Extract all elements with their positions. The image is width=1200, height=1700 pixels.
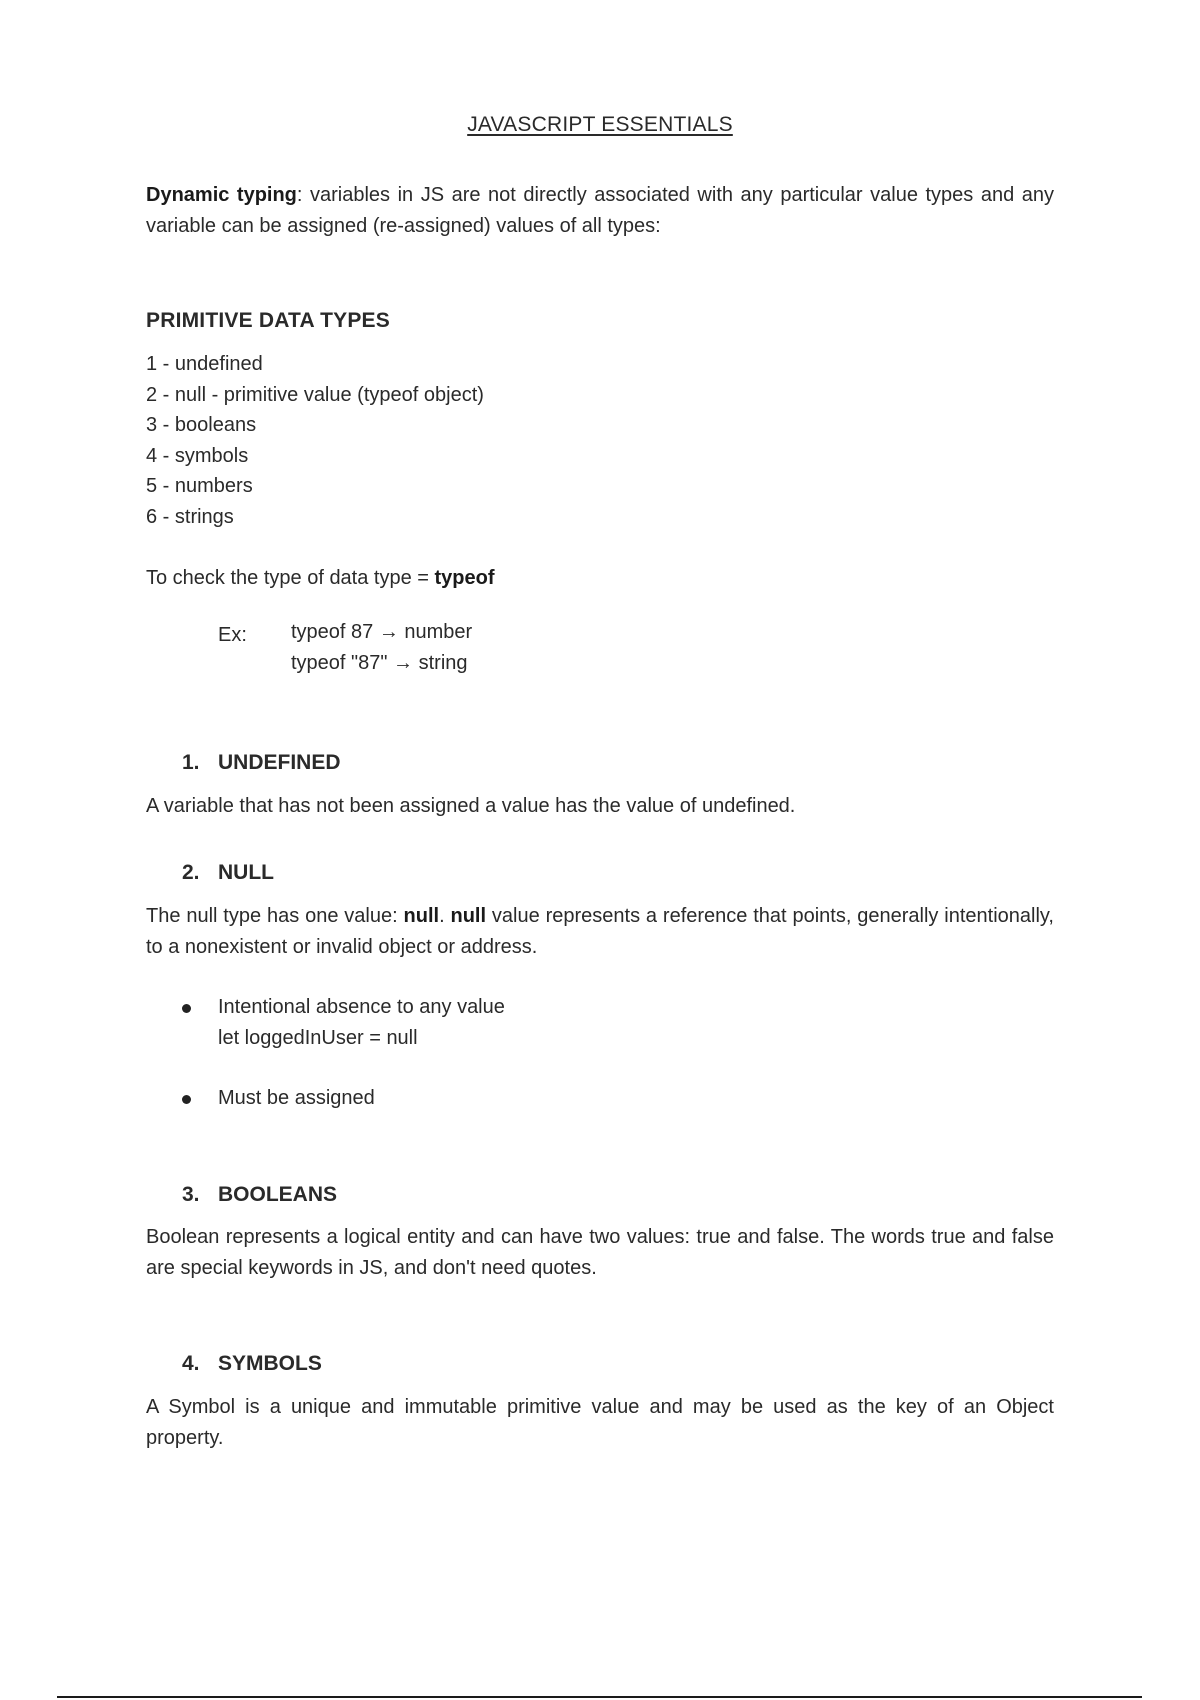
undefined-paragraph: A variable that has not been assigned a value has the value of undefined. <box>146 795 796 817</box>
bullet-icon <box>182 1004 191 1013</box>
example-lines <box>291 617 472 678</box>
dynamic-typing-term: Dynamic typing <box>146 184 297 206</box>
bullet-line: Must be assigned <box>218 1087 375 1109</box>
example-label: Ex: <box>218 624 247 646</box>
null-bullet-1 <box>182 992 505 1053</box>
symbols-paragraph: A Symbol is a unique and immutable primitive value and may be used as the key of an Object property. <box>146 1396 1054 1449</box>
typeof-text: To check the type of data type = <box>146 567 435 589</box>
booleans-paragraph: Boolean represents a logical entity and can have two values: true and false. The words true and false are special keywords in JS, and don't need quotes. <box>146 1226 1054 1279</box>
primitive-types-list <box>146 349 1054 532</box>
typeof-paragraph <box>146 563 1054 594</box>
list-item: 2 - null - primitive value (typeof object) <box>146 383 484 406</box>
section-title: BOOLEANS <box>218 1183 338 1206</box>
document-title <box>0 113 1200 137</box>
footer-divider <box>57 1696 1142 1698</box>
typeof-keyword: typeof <box>434 567 495 589</box>
section-title: SYMBOLS <box>218 1352 322 1375</box>
document-title-text: JAVASCRIPT ESSENTIALS <box>467 113 733 136</box>
bullet-code-line: let loggedInUser = null <box>218 1026 418 1049</box>
section-number: 1. <box>182 751 200 774</box>
null-text-before: The null type has one value: <box>146 905 404 927</box>
section-number: 4. <box>182 1352 200 1375</box>
list-item: 3 - booleans <box>146 414 257 436</box>
bullet-line: Intentional absence to any value <box>218 996 505 1018</box>
null-text-after: value represents a reference that points, generally intentionally, to a nonexistent or invalid object or address. <box>146 905 1054 958</box>
null-paragraph <box>146 901 1054 962</box>
list-item: 1 - undefined <box>146 353 263 375</box>
null-bold-2: null <box>450 905 487 927</box>
dynamic-typing-text: : variables in JS are not directly associated with any particular value types and any variable can be assigned (re-assigned) values of all types: <box>146 184 1054 237</box>
section-title: UNDEFINED <box>218 751 341 774</box>
example-line: typeof "87" → string <box>291 651 468 674</box>
section-heading-undefined <box>182 751 341 775</box>
null-bullet-2 <box>182 1083 375 1114</box>
section-number: 2. <box>182 861 200 884</box>
section-heading-symbols <box>182 1352 322 1376</box>
primitive-types-heading: PRIMITIVE DATA TYPES <box>146 309 390 332</box>
section-heading-null <box>182 861 274 885</box>
bullet-icon <box>182 1095 191 1104</box>
section-title: NULL <box>218 861 274 884</box>
dynamic-typing-paragraph <box>146 180 1054 241</box>
list-item: 6 - strings <box>146 505 234 528</box>
list-item: 5 - numbers <box>146 475 253 497</box>
null-text-middle: . <box>439 905 451 927</box>
null-bold-1: null <box>403 905 440 927</box>
section-number: 3. <box>182 1183 200 1206</box>
list-item: 4 - symbols <box>146 444 249 467</box>
section-heading-booleans <box>182 1183 337 1207</box>
example-line: typeof 87 → number <box>291 621 473 643</box>
